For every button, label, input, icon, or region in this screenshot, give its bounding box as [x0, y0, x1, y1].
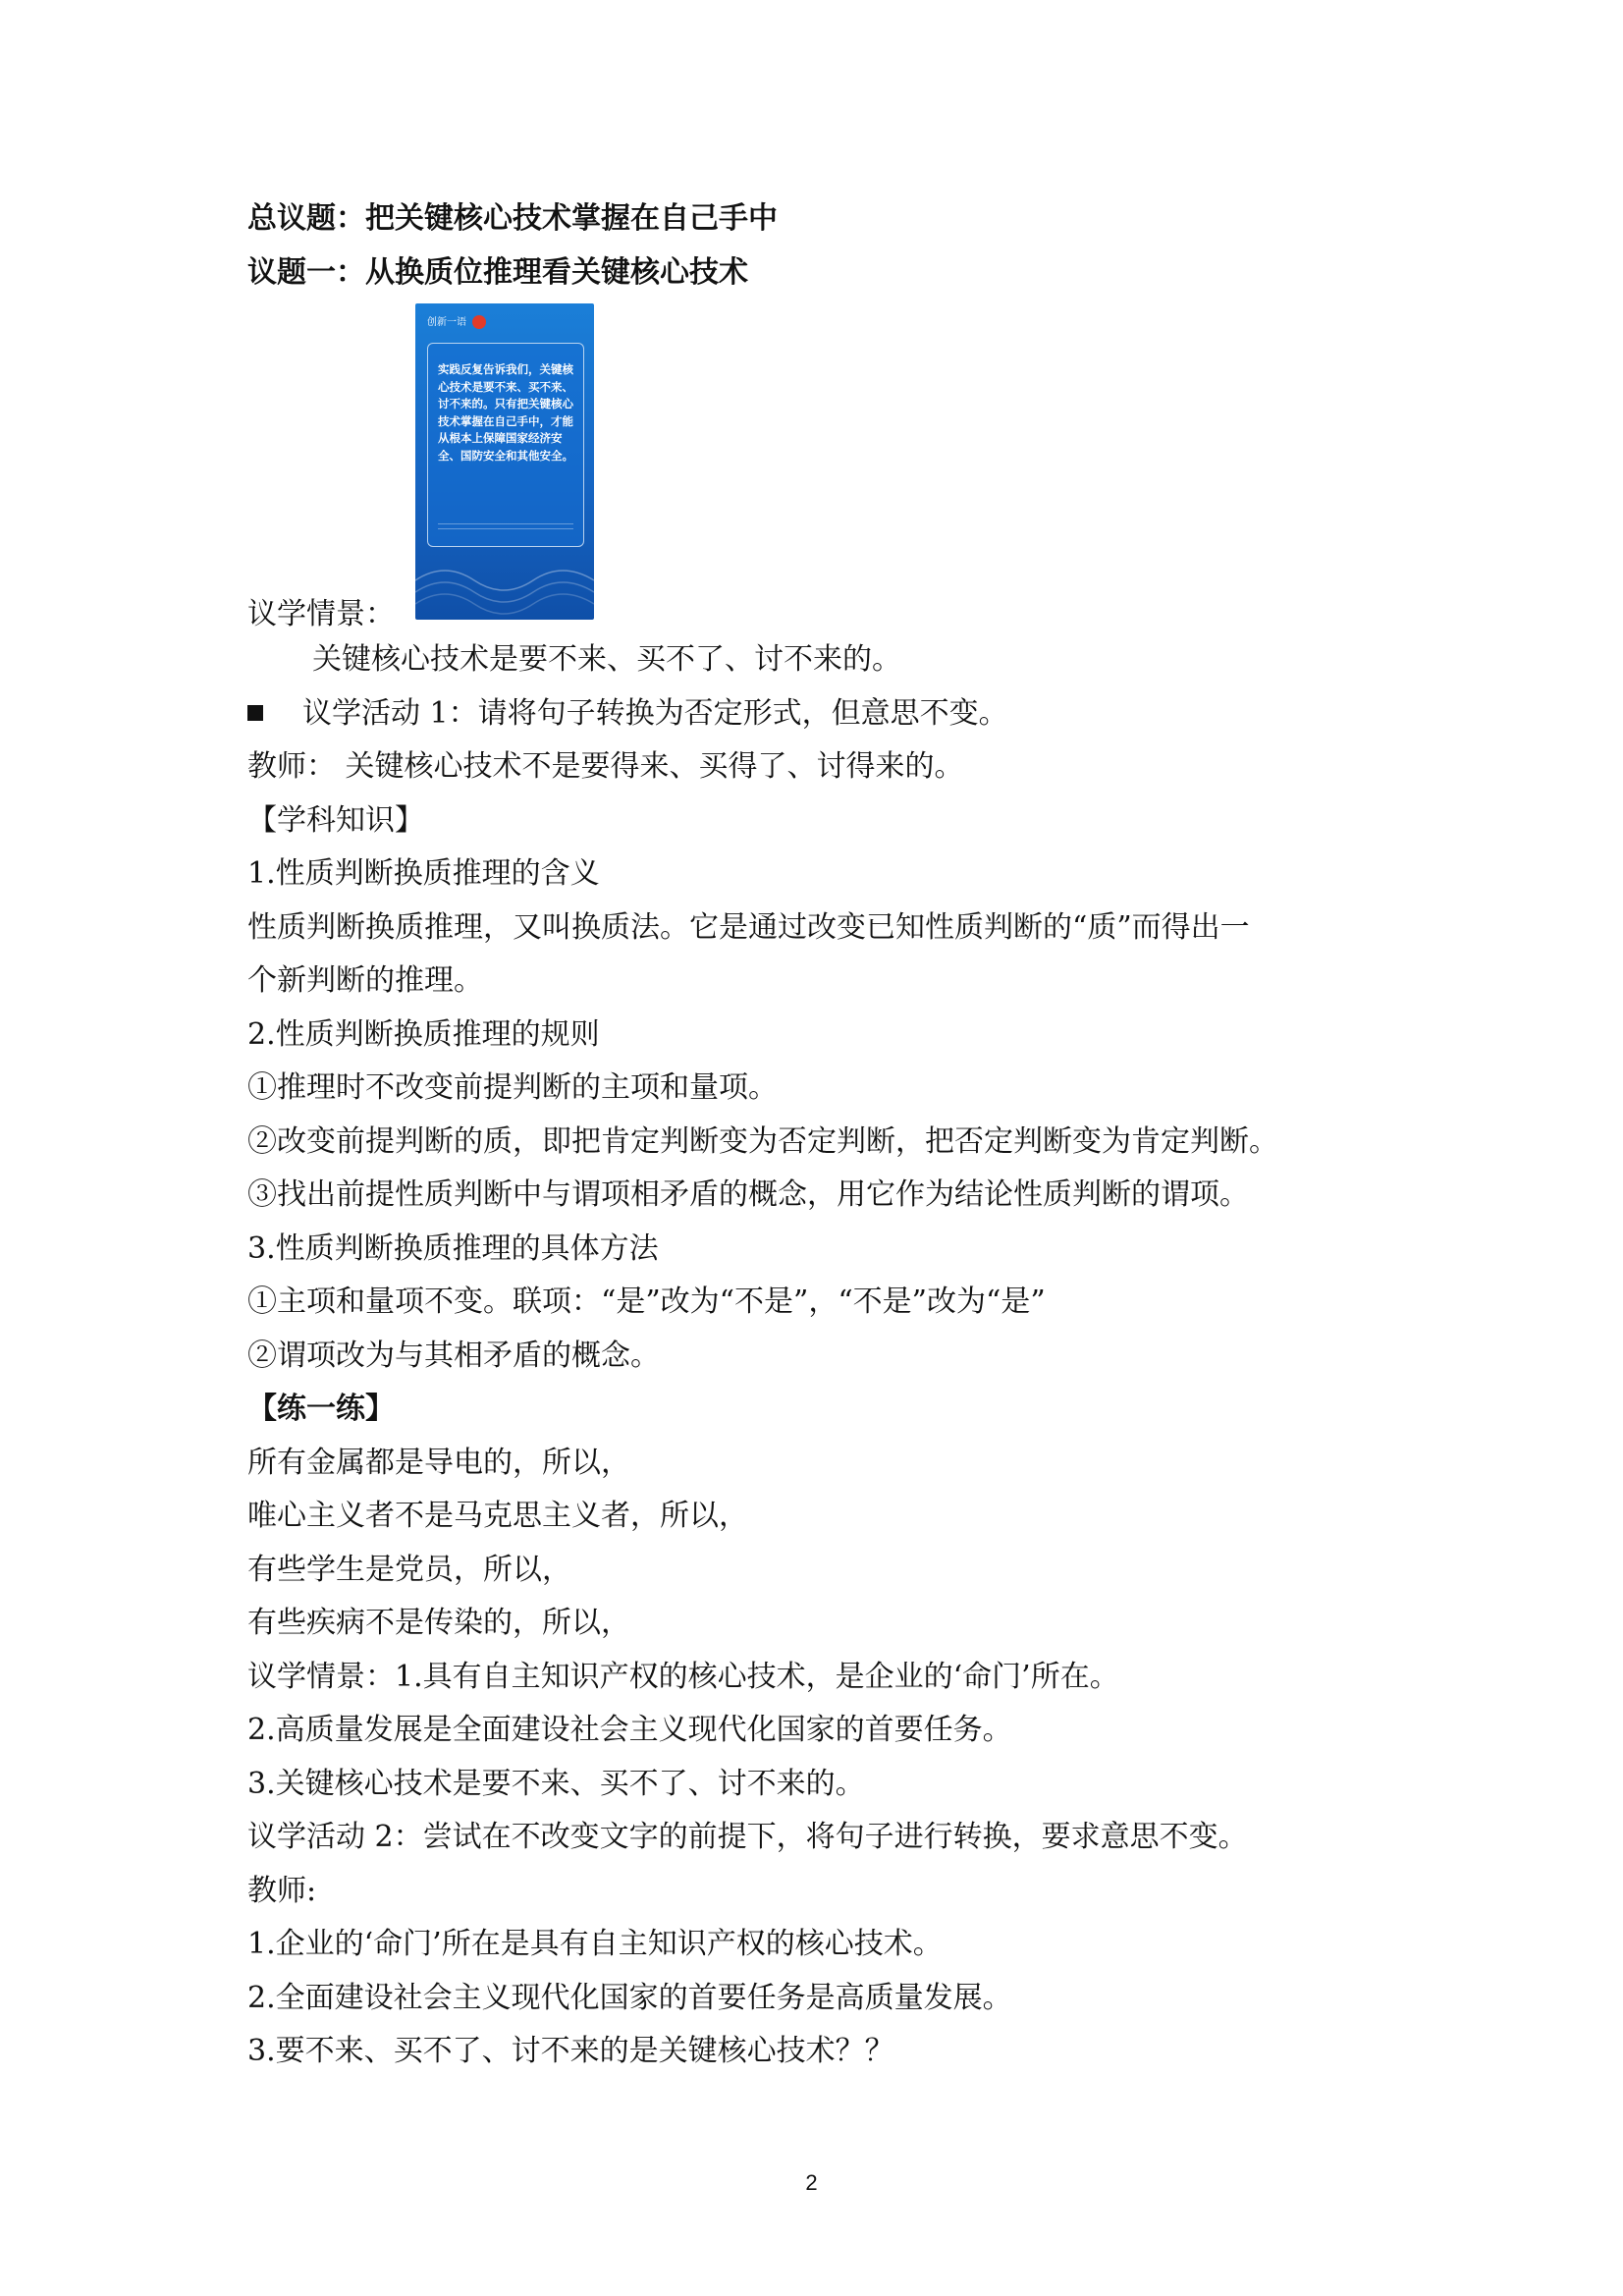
scene-one-text: 关键核心技术是要不来、买不了、讨不来的。 — [312, 642, 901, 677]
activity-two: 议学活动 2：尝试在不改变文字的前提下，将句子进行转换，要求意思不变。 — [247, 1820, 1248, 1854]
knowledge-two-rule-2: ②改变前提判断的质，即把肯定判断变为否定判断，把否定判断变为肯定判断。 — [247, 1123, 1278, 1159]
teacher-answer-two-1: 1.企业的‘命门’所在是具有自主知识产权的核心技术。 — [247, 1927, 943, 1961]
poster-logo-icon — [472, 315, 486, 329]
knowledge-two-rule-3: ③找出前提性质判断中与谓项相矛盾的概念，用它作为结论性质判断的谓项。 — [247, 1177, 1249, 1212]
practice-item-4: 有些疾病不是传染的，所以， — [247, 1606, 630, 1640]
poster-caption-lines — [438, 523, 573, 536]
practice-section-title: 【练一练】 — [247, 1392, 395, 1426]
topic-one-heading: 议题一：从换质位推理看关键核心技术 — [247, 254, 748, 290]
teacher-answer-two-2: 2.全面建设社会主义现代化国家的首要任务是高质量发展。 — [247, 1980, 1012, 2015]
teacher-answer-two-3: 3.要不来、买不了、讨不来的是关键核心技术？？ — [247, 2034, 894, 2068]
main-topic-heading: 总议题：把关键核心技术掌握在自己手中 — [247, 201, 778, 236]
knowledge-three-method-1: ①主项和量项不变。联项：“是”改为“不是”，“不是”改为“是” — [247, 1285, 1046, 1319]
practice-item-3: 有些学生是党员，所以， — [247, 1552, 571, 1587]
scene-two-item-2: 2.高质量发展是全面建设社会主义现代化国家的首要任务。 — [247, 1713, 1012, 1747]
knowledge-one-text-b: 个新判断的推理。 — [247, 963, 483, 998]
poster-header-text: 创新一语 — [427, 317, 466, 328]
knowledge-three-title: 3.性质判断换质推理的具体方法 — [247, 1230, 659, 1266]
scene-with-poster — [247, 300, 1406, 633]
teacher-label-two: 教师: — [247, 1873, 317, 1908]
activity-one — [247, 687, 1406, 741]
scene-two-item-1: 议学情景：1.具有自主知识产权的核心技术，是企业的‘命门’所在。 — [247, 1659, 1119, 1694]
practice-item-1: 所有金属都是导电的，所以， — [247, 1445, 630, 1480]
practice-item-2: 唯心主义者不是马克思主义者，所以， — [247, 1499, 748, 1533]
knowledge-one-text-a: 性质判断换质推理，又叫换质法。它是通过改变已知性质判断的“质”而得出一 — [247, 909, 1250, 945]
page-number: 2 — [805, 2170, 818, 2195]
document-body — [247, 192, 1406, 2079]
square-bullet-icon — [247, 705, 263, 721]
quote-poster-image — [415, 303, 594, 620]
knowledge-one-title: 1.性质判断换质推理的含义 — [247, 856, 600, 891]
scene-label: 议学情景： — [247, 596, 395, 631]
activity-one-text: 议学活动 1：请将句子转换为否定形式，但意思不变。 — [302, 695, 1008, 731]
poster-quote-text: 实践反复告诉我们，关键核心技术是要不来、买不来、讨不来的。只有把关键核心技术掌握在自己手中，才能从根本上保障国家经济安全、国防安全和其他安全。 — [438, 362, 573, 463]
poster-wave-decoration — [415, 541, 594, 620]
scene-two-item-3: 3.关键核心技术是要不来、买不了、讨不来的。 — [247, 1766, 865, 1801]
teacher-answer-one: 教师： 关键核心技术不是要得来、买得了、讨得来的。 — [247, 749, 964, 784]
poster-header — [427, 313, 525, 335]
knowledge-section-title: 【学科知识】 — [247, 802, 424, 838]
knowledge-three-method-2: ②谓项改为与其相矛盾的概念。 — [247, 1338, 660, 1373]
knowledge-two-title: 2.性质判断换质推理的规则 — [247, 1016, 600, 1052]
knowledge-two-rule-1: ①推理时不改变前提判断的主项和量项。 — [247, 1070, 778, 1105]
poster-quote-card — [427, 343, 584, 547]
